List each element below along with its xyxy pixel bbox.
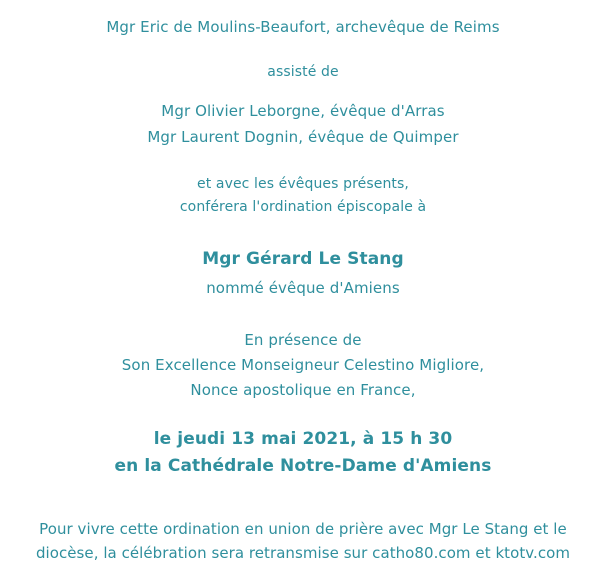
ordinand-title: nommé évêque d'Amiens [206,279,400,297]
assisted-by-line: assisté de [267,64,339,80]
co-consecrator-1: Mgr Olivier Leborgne, évêque d'Arras [161,102,445,120]
officiant-line: Mgr Eric de Moulins-Beaufort, archevêque de Reims [106,18,500,36]
presence-role: Nonce apostolique en France, [190,381,416,399]
event-date-time: le jeudi 13 mai 2021, à 15 h 30 [153,429,453,449]
ordinand-name: Mgr Gérard Le Stang [202,249,404,269]
presence-name: Son Excellence Monseigneur Celestino Migliore, [121,356,485,374]
presence-intro: En présence de [244,331,362,349]
broadcast-notice-line-1: Pour vivre cette ordination en union de prière avec Mgr Le Stang et le [39,520,567,538]
with-bishops-line: et avec les évêques présents, [197,176,409,192]
broadcast-notice-line-2: diocèse, la célébration sera retransmise sur catho80.com et ktotv.com [35,544,571,562]
event-place: en la Cathédrale Notre-Dame d'Amiens [114,456,492,476]
co-consecrator-2: Mgr Laurent Dognin, évêque de Quimper [147,128,459,146]
will-confer-line: conférera l'ordination épiscopale à [179,199,427,215]
